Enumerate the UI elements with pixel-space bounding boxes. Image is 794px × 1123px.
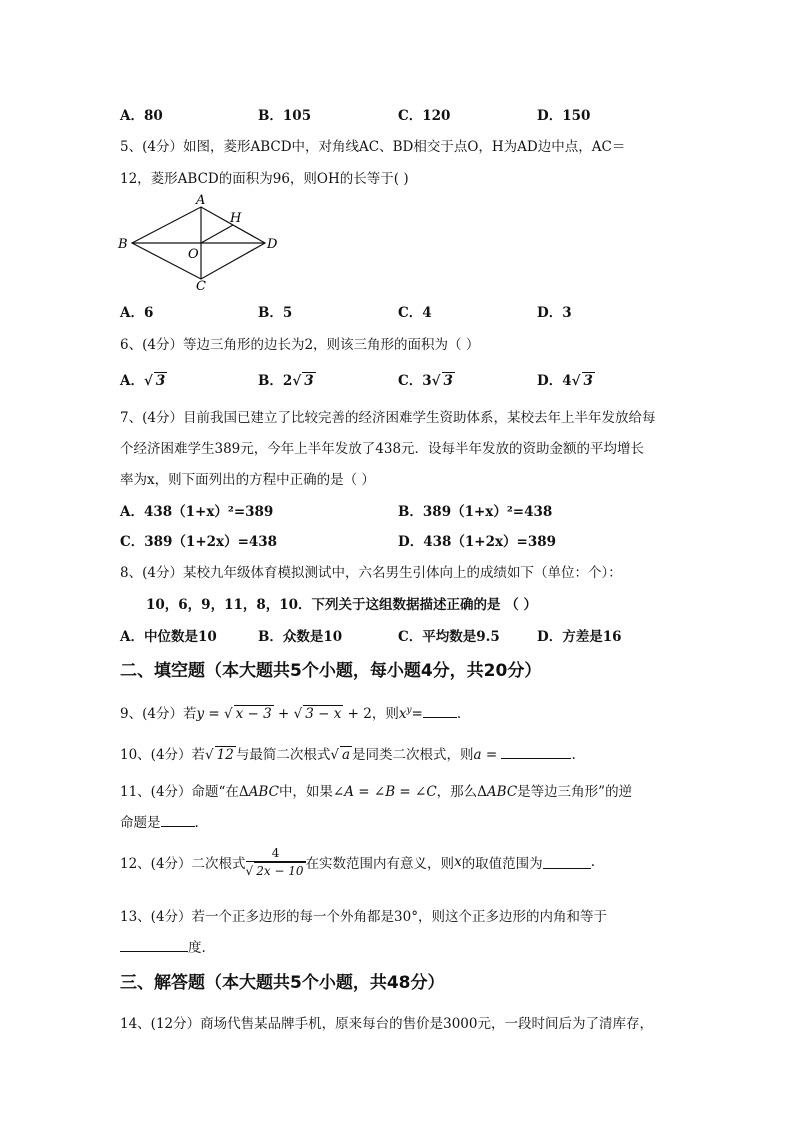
q10-answer-blank[interactable] [501,746,571,759]
q8-line-2: 10，6，9，11，8，10．下列关于这组数据描述正确的是 （ ） [146,597,537,613]
q6-question: 6、(4分）等边三角形的边长为2，则该三角形的面积为（ ） [120,337,480,353]
q11-answer-blank[interactable] [161,814,195,827]
q8-option-c: C．平均数是9.5 [398,629,500,645]
label-d: D [267,237,278,252]
label-c: C [196,279,206,290]
q5-option-a: A．6 [120,305,154,321]
q7-option-c: C．389（1+2x）=438 [120,534,278,550]
q7-option-b: B．389（1+x）²=438 [398,504,553,520]
q9-answer-blank[interactable] [423,705,457,718]
label-a: A [196,193,206,208]
q8-option-d: D．方差是16 [537,629,622,645]
q5-line-2: 12，菱形ABCD的面积为96，则OH的长等于( ) [120,171,409,187]
section-3-heading: 三、解答题（本大题共5个小题，共48分） [120,973,445,993]
q13-line-1: 13、(4分）若一个正多边形的每一个外角都是30°，则这个正多边形的内角和等于 [120,909,607,925]
q12-question: 12、(4分）二次根式 $\frac{4}{√ 2x - 10}$ 在实数范围内有意义，则x的取值范围为 . [120,846,595,878]
section-2-heading: 二、填空题（本大题共5个小题，每小题4分，共20分） [120,661,542,681]
rhombus-figure [112,190,292,290]
q8-option-a: A．中位数是10 [120,629,217,645]
q5-option-d: D．3 [537,305,572,321]
q7-option-a: A．438（1+x）²=389 [120,504,274,520]
q7-line-2: 个经济困难学生389元，今年上半年发放了438元．设每半年发放的资助金额的平均增长 [120,441,645,457]
q5-option-b: B．5 [258,305,293,321]
q5-option-c: C．4 [398,305,432,321]
q11-line-1: 11、(4分）命题“在ΔABC中，如果∠A = ∠B = ∠C，那么ΔABC是等边三角形”的逆 [120,784,633,800]
q11-line-2: 命题是 . [120,815,199,831]
q4-option-c: C．120 [398,108,451,124]
q9-question: 9、(4分）若y = √ x − 3 + √ 3 − x + 2，则$x^y=$ . [120,705,462,722]
q6-option-d: D．4√ 3 [537,373,593,389]
q12-answer-blank[interactable] [543,856,591,869]
q8-option-b: B．众数是10 [258,629,343,645]
q10-question: 10、(4分）若√ 12 与最简二次根式√ a 是同类二次根式，则a = . [120,747,576,763]
q6-option-b: B．2√ 3 [258,373,314,389]
q13-line-2: 度. [120,936,206,956]
q8-line-1: 8、(4分）某校九年级体育模拟测试中，六名男生引体向上的成绩如下（单位：个）： [120,565,622,581]
q5-line-1: 5、(4分）如图，菱形ABCD中，对角线AC、BD相交于点O，H为AD边中点，AC＝ [120,139,626,155]
q4-option-b: B．105 [258,108,312,124]
q4-option-d: D．150 [537,108,591,124]
q7-line-1: 7、(4分）目前我国已建立了比较完善的经济困难学生资助体系，某校去年上半年发放给每 [120,410,656,426]
q7-line-3: 率为x，则下面列出的方程中正确的是（ ） [120,472,375,488]
label-o: O [188,247,199,262]
q6-option-c: C．3√ 3 [398,373,453,389]
label-h: H [230,211,242,226]
q4-option-a: A．80 [120,108,163,124]
q13-answer-blank[interactable] [120,939,188,952]
q7-option-d: D．438（1+2x）=389 [398,534,557,550]
q6-option-a: A．√ 3 [120,373,166,389]
q12-fraction: $\frac{4}{√ 2x - 10}$ [245,846,304,878]
label-b: B [118,237,128,252]
q14-line-1: 14、(12分）商场代售某品牌手机，原来每台的售价是3000元，一段时间后为了清库存， [120,1016,653,1032]
